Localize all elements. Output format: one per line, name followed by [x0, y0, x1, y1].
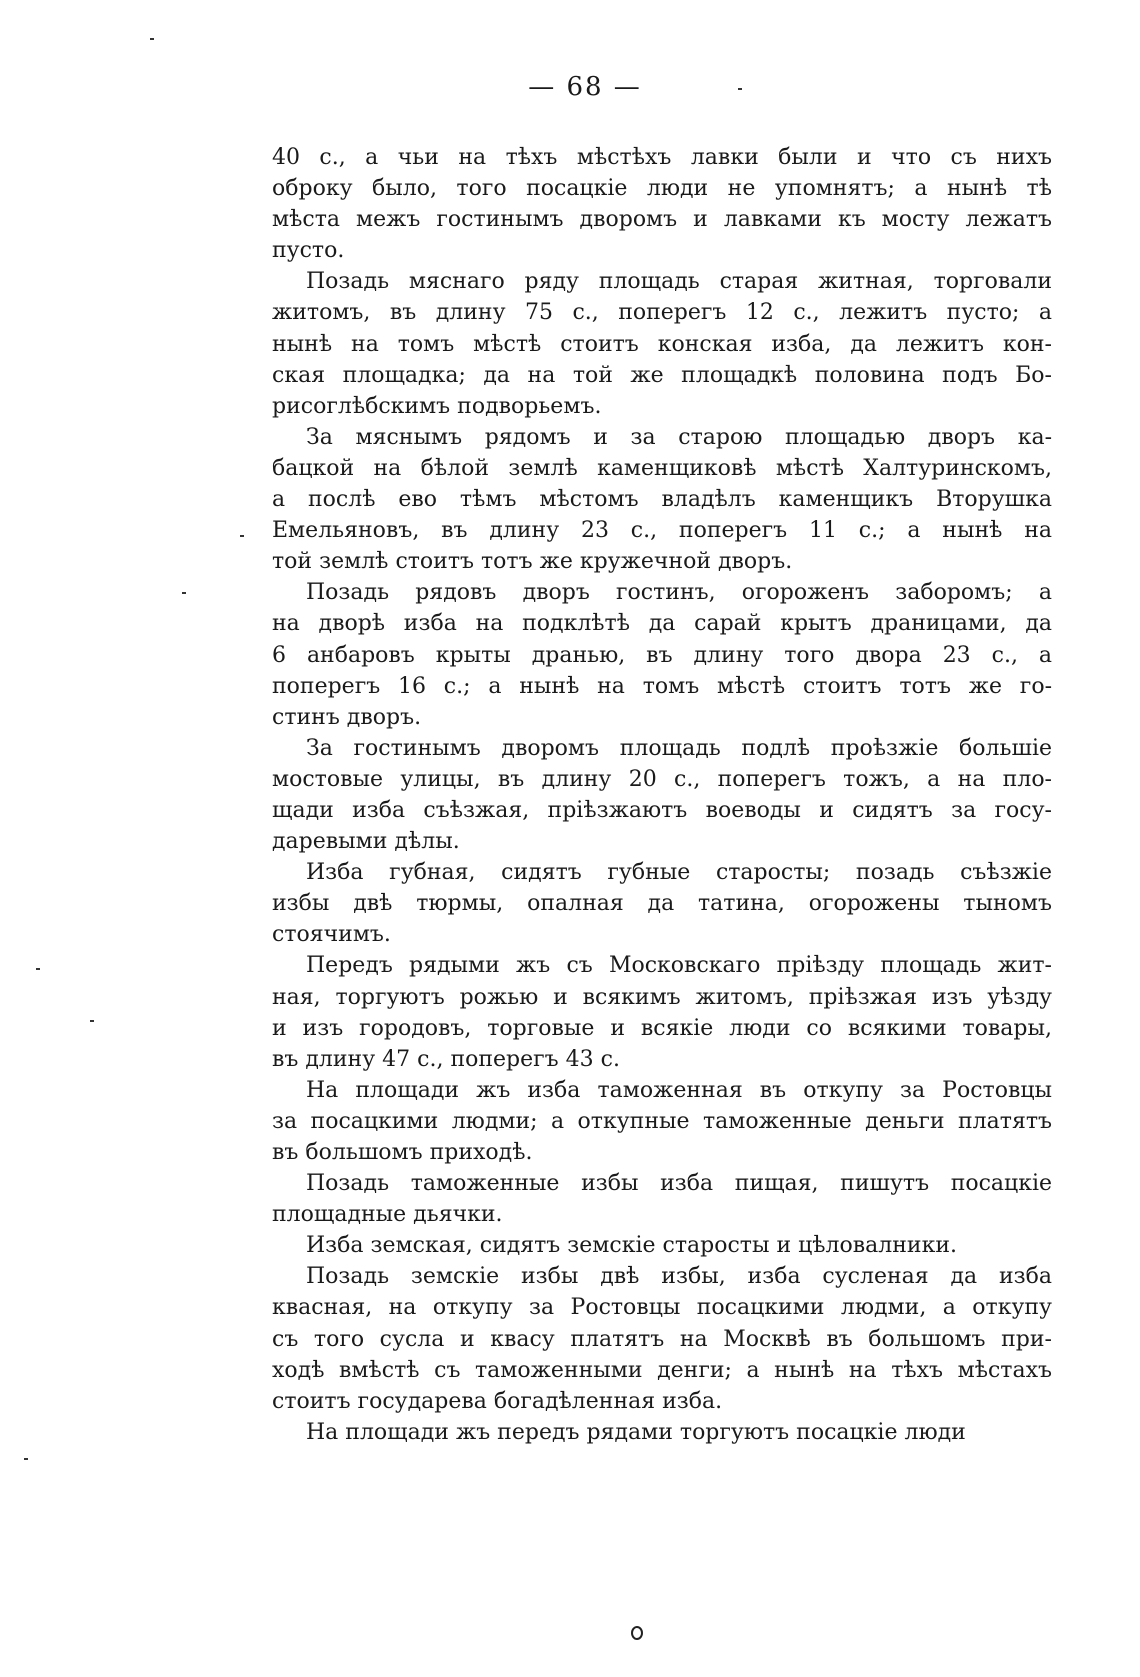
- scan-speck: [240, 535, 244, 537]
- text-line: даревыми дѣлы.: [272, 829, 460, 855]
- paragraph: [272, 577, 1052, 732]
- text-line: пусто.: [272, 238, 345, 264]
- text-line: 40 с., а чьи на тѣхъ мѣстѣхъ лавки были и что съ нихъ: [272, 145, 1052, 170]
- text-line: избы двѣ тюрмы, опалная да татина, огорожены тыномъ: [272, 891, 1052, 917]
- text-line: за посацкими людми; а откупные таможенные деньги платятъ: [272, 1108, 1052, 1134]
- text-line: 6 анбаровъ крыты дранью, въ длину того двора 23 с., а: [272, 642, 1052, 668]
- paragraph: [272, 857, 1052, 950]
- paragraph: [272, 1075, 1052, 1168]
- text-line: квасная, на откупу за Ростовцы посацкими людми, а откупу: [272, 1295, 1052, 1321]
- text-line: и изъ городовъ, торговые и всякіе люди со всякими товары,: [272, 1015, 1052, 1041]
- text-line: стоячимъ.: [272, 922, 391, 948]
- printer-mark: [631, 1626, 643, 1640]
- text-line: На площади жъ изба таможенная въ откупу за Ростовцы: [306, 1077, 1052, 1103]
- text-line: нынѣ на томъ мѣстѣ стоитъ конская изба, да лежитъ кон-: [272, 331, 1052, 357]
- text-line: щади изба съѣзжая, пріѣзжаютъ воеводы и сидятъ за госу-: [272, 797, 1052, 823]
- body-text: [272, 142, 1052, 1448]
- text-line: На площади жъ передъ рядами торгуютъ посацкіе люди: [306, 1419, 966, 1445]
- paragraph: [272, 733, 1052, 857]
- scan-speck: [90, 1020, 94, 1022]
- text-line: ская площадка; да на той же площадкѣ половина подъ Бо-: [272, 362, 1052, 388]
- text-line: Позадь таможенные избы изба пищая, пишутъ посацкіе: [306, 1171, 1052, 1197]
- text-line: стоитъ государева богадѣленная изба.: [272, 1388, 723, 1414]
- text-line: Изба губная, сидятъ губные старосты; позадь съѣзжіе: [306, 860, 1052, 886]
- scan-speck: [182, 592, 186, 594]
- page-number-header: [0, 72, 1140, 102]
- scan-speck: [36, 968, 40, 970]
- text-line: стинъ дворъ.: [272, 704, 422, 730]
- paragraph: [272, 1261, 1052, 1416]
- text-line: житомъ, въ длину 75 с., поперегъ 12 с., лежитъ пусто; а: [272, 300, 1052, 326]
- text-line: рисоглѣбскимъ подворьемъ.: [272, 393, 602, 419]
- scan-speck: [24, 1458, 28, 1460]
- paragraph: [272, 266, 1052, 421]
- paragraph: [272, 1230, 1052, 1261]
- text-line: Позадь мяснаго ряду площадь старая житная, торговали: [306, 269, 1052, 295]
- text-line: мостовые улицы, въ длину 20 с., поперегъ тожъ, а на пло-: [272, 766, 1052, 792]
- text-line: на дворѣ изба на подклѣтѣ да сарай крытъ драницами, да: [272, 611, 1052, 637]
- text-line: Позадь земскіе избы двѣ избы, изба суслeная да изба: [306, 1264, 1052, 1290]
- paragraph: [272, 950, 1052, 1074]
- page-number: — 68 —: [528, 72, 642, 102]
- scan-speck: [150, 38, 154, 40]
- text-line: той землѣ стоитъ тотъ же кружечной дворъ.: [272, 549, 793, 575]
- text-line: ная, торгуютъ рожью и всякимъ житомъ, пріѣзжая изъ уѣзду: [272, 984, 1052, 1010]
- text-line: поперегъ 16 с.; а нынѣ на томъ мѣстѣ стоитъ тотъ же го-: [272, 673, 1052, 699]
- paragraph: [272, 1417, 1052, 1448]
- paragraph: [272, 1168, 1052, 1230]
- text-line: За гостинымъ дворомъ площадь подлѣ проѣзжіе большіе: [306, 735, 1052, 761]
- scan-speck: [738, 88, 742, 90]
- text-line: площадные дьячки.: [272, 1202, 503, 1228]
- text-line: оброку было, того посацкіе люди не упомнятъ; а нынѣ тѣ: [272, 176, 1052, 202]
- text-line: Изба земская, сидятъ земскіе старосты и цѣловалники.: [306, 1233, 957, 1259]
- text-line: ходѣ вмѣстѣ съ таможенными денги; а нынѣ на тѣхъ мѣстахъ: [272, 1357, 1052, 1383]
- paragraph: [272, 142, 1052, 266]
- text-line: въ большомъ приходѣ.: [272, 1140, 533, 1165]
- paragraph: [272, 422, 1052, 577]
- text-line: Позадь рядовъ дворъ гостинъ, огороженъ заборомъ; а: [306, 580, 1052, 606]
- text-line: съ того сусла и квасу платятъ на Москвѣ въ большомъ при-: [272, 1326, 1052, 1352]
- text-line: Емельяновъ, въ длину 23 с., поперегъ 11 с.; а нынѣ на: [272, 518, 1052, 544]
- text-line: За мяснымъ рядомъ и за старою площадью дворъ ка-: [306, 424, 1052, 450]
- text-line: въ длину 47 с., поперегъ 43 с.: [272, 1046, 620, 1072]
- text-line: мѣста межъ гостинымъ дворомъ и лавками къ мосту лежатъ: [272, 207, 1052, 233]
- text-line: а послѣ ево тѣмъ мѣстомъ владѣлъ каменщикъ Вторушка: [272, 487, 1052, 513]
- text-line: Передъ рядыми жъ съ Московскаго пріѣзду площадь жит-: [306, 953, 1052, 979]
- text-line: бацкой на бѣлой землѣ каменщиковѣ мѣстѣ Халтуринскомъ,: [272, 455, 1052, 481]
